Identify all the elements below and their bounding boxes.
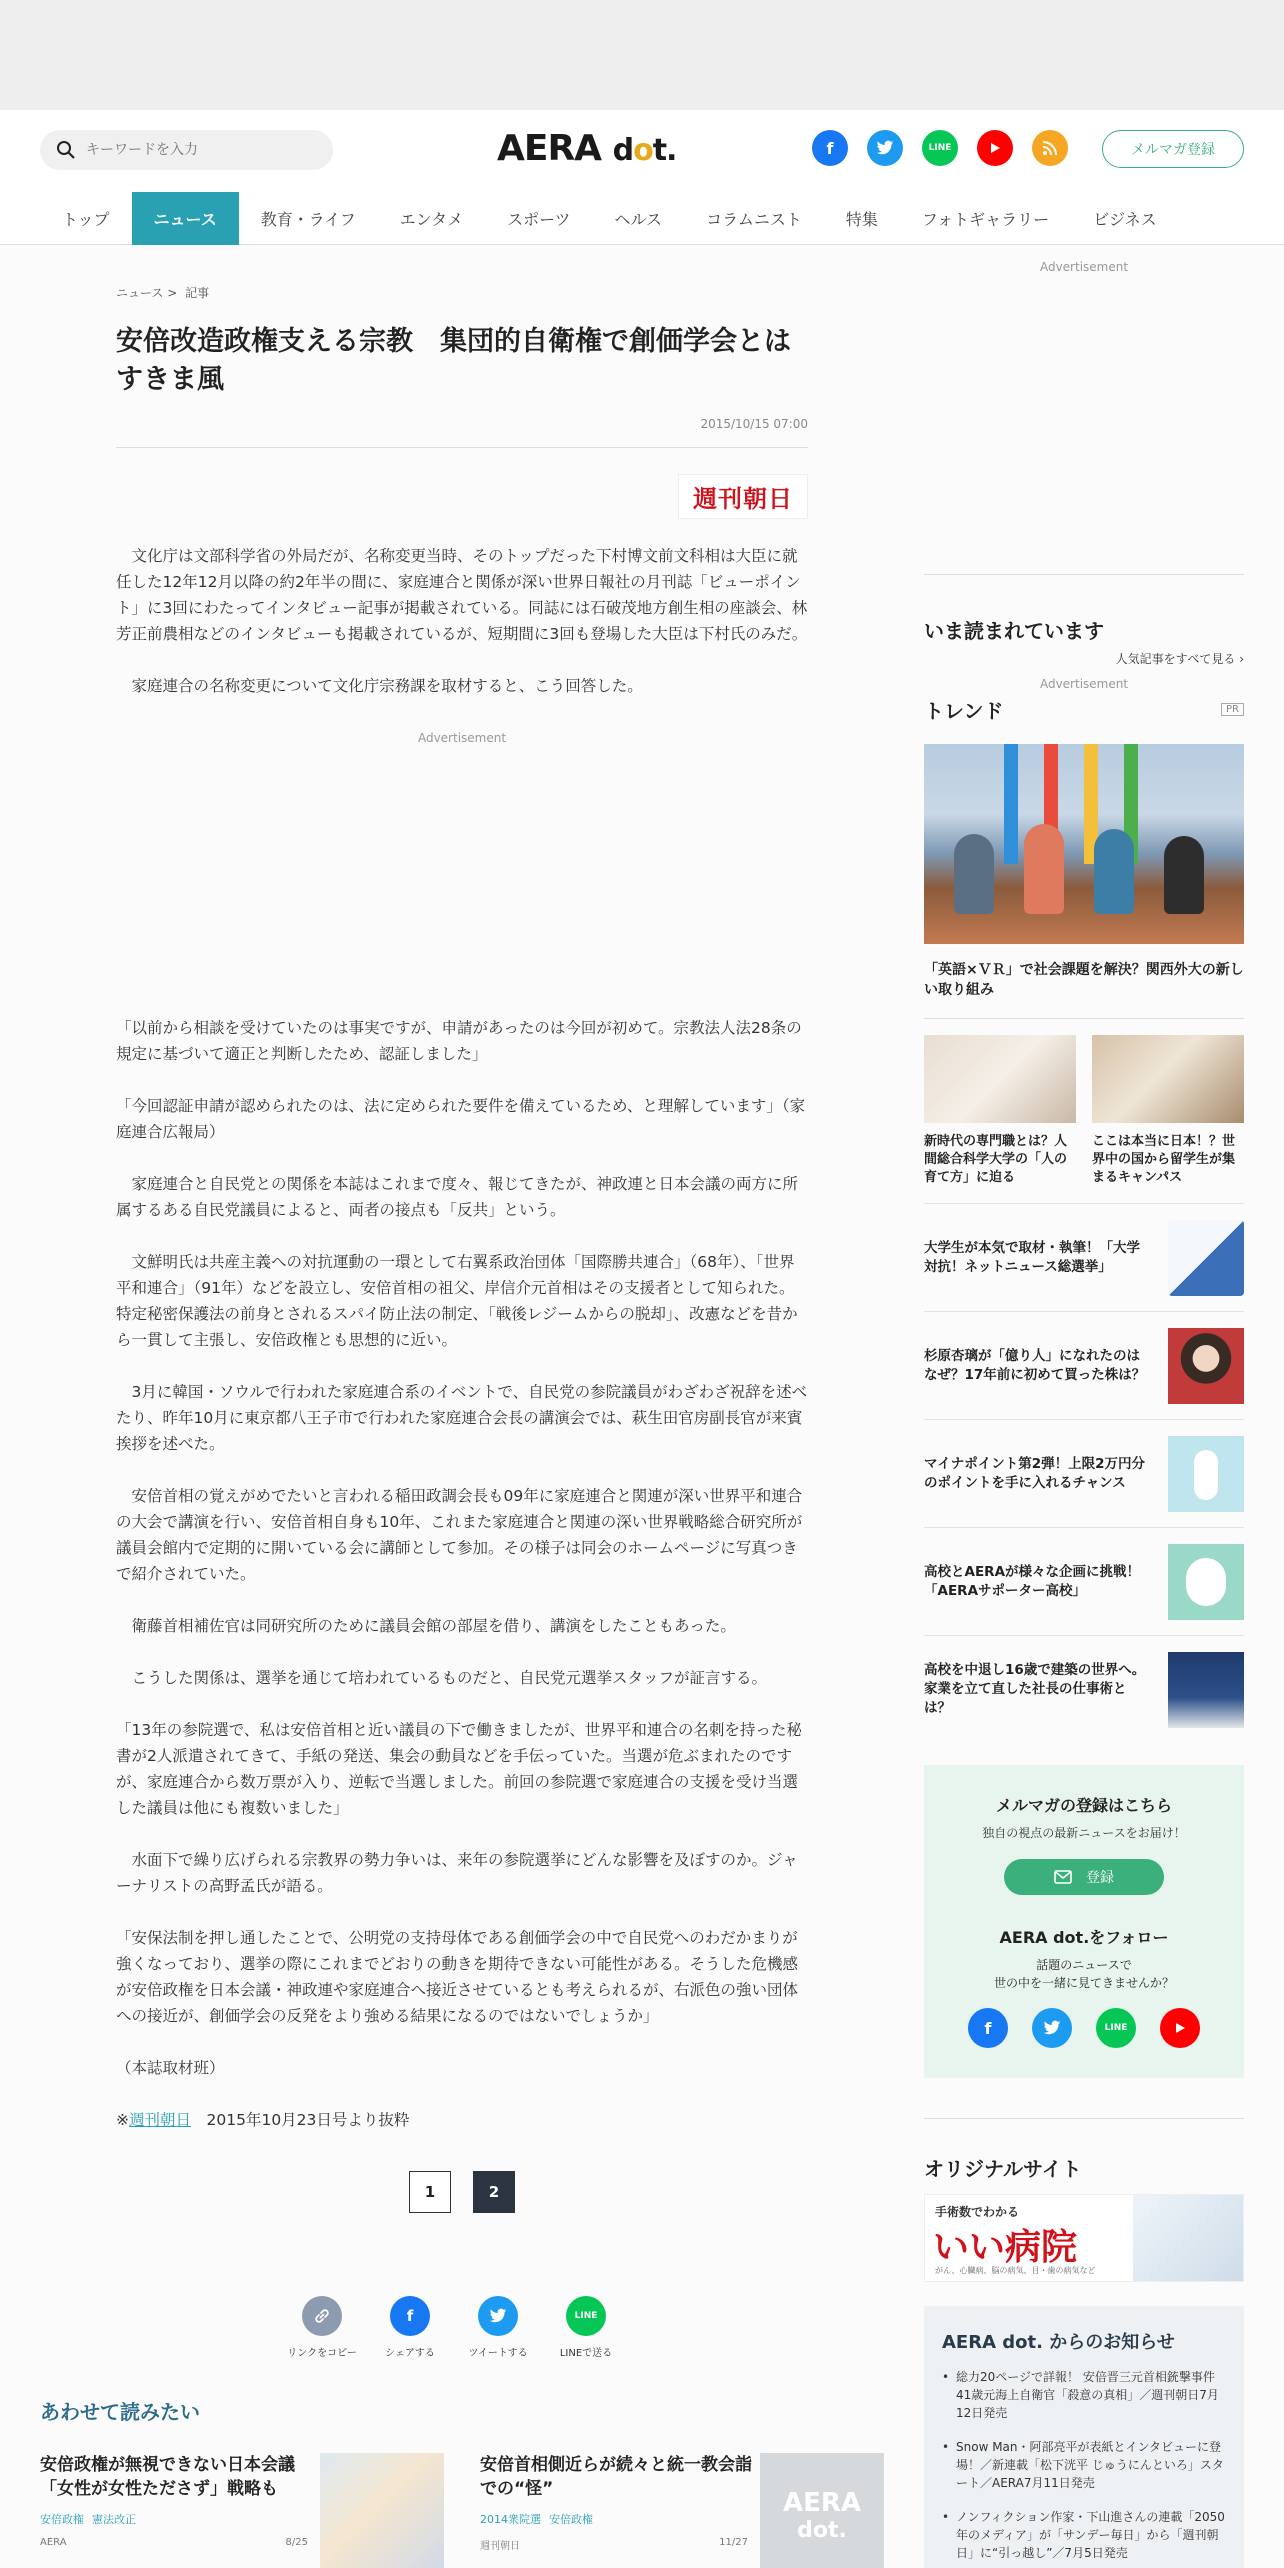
trend-thumbnail — [1168, 1436, 1244, 1512]
youtube-icon[interactable] — [977, 130, 1013, 166]
paragraph: 文鮮明氏は共産主義への対抗運動の一環として右翼系政治団体「国際勝共連合」（68年）、「世界平和連合」（91年）などを設立し、安倍首相の祖父、岸信介元首相はその支援者として知られた。特定秘密保護法の前身とされるスパイ防止法の制定、「戦後レジームからの脱却」、改憲などを昔から一貫して主張し、安倍政権とも思想的に近い。 — [116, 1253, 798, 1349]
paragraph: （本誌取材班） — [116, 2059, 225, 2077]
tab-education-life[interactable]: 教育・ライフ — [260, 210, 356, 229]
line-icon[interactable]: LINE — [1096, 2008, 1136, 2048]
paragraph: 「今回認証申請が認められたのは、法に定められた要件を備えているため、と理解しています」（家庭連合広報局） — [116, 1097, 806, 1141]
paragraph: 文化庁は文部科学省の外局だが、名称変更当時、そのトップだった下村博文前文科相は大臣に就任した12年12月以降の約2年半の間に、家庭連合と関係が深い世界日報社の月刊誌「ビューポイント」に3回にわたってインタビュー記事が掲載されている。同誌には石破茂地方創生相の座談会、林芳正前農相などのインタビューも掲載されているが、短期間に3回も登場した大臣は下村氏のみだ。 — [116, 547, 808, 643]
trend-item[interactable]: マイナポイント第2弾！上限2万円分のポイントを手に入れるチャンス — [924, 1419, 1244, 1527]
sidebar-ad-label: Advertisement — [1039, 677, 1129, 691]
mail-icon — [1054, 1870, 1072, 1884]
paragraph: 「安保法制を押し通したことで、公明党の支持母体である創価学会の中で自民党へのわだかまりが強くなっており、選挙の際にこれまでどおりの動きを期待できない可能性がある。そうした危機感が安倍政権を日本会議・神政連や家庭連合へ接近させているとも考えられるが、右派色の強い団体への接近が、創価学会の反発をより強める結果になるのではないでしょうか」 — [116, 1929, 799, 2025]
source-line: ※週刊朝日 2015年10月23日号より抜粋 — [116, 2111, 410, 2129]
ranking-title: いま読まれています — [924, 619, 1104, 643]
ii-byouin-banner[interactable]: 手術数でわかる いい病院 がん、心臓病、脳の病気、目・歯の病気など — [924, 2194, 1244, 2282]
tab-photo-gallery[interactable]: フォトギャラリー — [921, 210, 1050, 229]
sidebar — [924, 260, 1244, 2568]
trend-thumbnail — [1092, 1035, 1244, 1123]
paragraph: 安倍首相の覚えがめでたいと言われる稲田政調会長も09年に家庭連合と関連が深い世界平和連合の大会で講演を行い、安倍首相自身も10年、これまた家庭連合と関連の深い世界戦略総合研究所が議員会館内で定期的に開いている会に講師として参加。その様子は同会のホームページに写真つきで紹介されていた。 — [116, 1487, 803, 1583]
original-sites-title: オリジナルサイト — [924, 2157, 1082, 2181]
trend-item[interactable]: 杉原杏璃が「億り人」になれたのはなぜ？17年前に初めて買った株は？ — [924, 1311, 1244, 1419]
trend-item[interactable]: 高校を中退し16歳で建築の世界へ。家業を立て直した社長の仕事術とは？ — [924, 1635, 1244, 1743]
link-icon — [302, 2296, 342, 2336]
paragraph: 衛藤首相補佐官は同研究所のために議員会館の部屋を借り、講演をしたこともあった。 — [116, 1617, 736, 1635]
logo-aera: AERA — [497, 128, 602, 169]
trend-main-image — [924, 744, 1244, 944]
breadcrumb: ニュース > 記事 — [116, 286, 210, 300]
facebook-icon: f — [390, 2296, 430, 2336]
line-share-button[interactable]: LINE LINEで送る — [564, 2296, 608, 2359]
tab-business[interactable]: ビジネス — [1093, 210, 1157, 229]
trend-thumbnail — [1168, 1652, 1244, 1728]
article — [116, 284, 808, 2213]
facebook-share-button[interactable]: f シェアする — [388, 2296, 432, 2359]
breadcrumb-news[interactable]: ニュース — [116, 286, 164, 300]
pr-badge: PR — [1221, 703, 1244, 716]
paragraph: 家庭連合と自民党との関係を本誌はこれまで度々、報じてきたが、神政連と日本会議の両方に所属するある自民党議員によると、両者の接点も「反共」という。 — [116, 1175, 799, 1219]
line-icon[interactable]: LINE — [922, 130, 958, 166]
newsletter-register-button[interactable]: 登録 — [1004, 1859, 1164, 1895]
pagination — [116, 2171, 808, 2213]
trend-item[interactable]: 大学生が本気で取材・執筆！「大学対抗！ネットニュース総選挙」 — [924, 1203, 1244, 1311]
page-2-button[interactable]: 2 — [473, 2171, 515, 2213]
trend-thumbnail — [1168, 1328, 1244, 1404]
article-date: 2015/10/15 07:00 — [700, 417, 808, 431]
trend-thumbnail — [924, 1035, 1076, 1123]
ranking-more-link[interactable]: 人気記事をすべて見る › — [1115, 652, 1244, 666]
paragraph: 水面下で繰り広げられる宗教界の勢力争いは、来年の参院選挙にどんな影響を及ぼすのか。ジャーナリストの高野孟氏が語る。 — [116, 1851, 798, 1895]
trend-thumbnail — [1168, 1220, 1244, 1296]
paragraph: 家庭連合の名称変更について文化庁宗務課を取材すると、こう回答した。 — [116, 677, 643, 695]
source-link[interactable]: 週刊朝日 — [129, 2111, 192, 2129]
line-icon: LINE — [566, 2296, 606, 2336]
global-nav — [40, 192, 1179, 245]
facebook-icon[interactable]: f — [968, 2008, 1008, 2048]
share-bar — [287, 2296, 613, 2359]
article-title: 安倍改造政権支える宗教 集団的自衛権で創価学会とはすきま風 — [116, 326, 791, 395]
tab-entertainment[interactable]: エンタメ — [399, 210, 464, 229]
paragraph: 3月に韓国・ソウルで行われた家庭連合系のイベントで、自民党の参院議員がわざわざ祝辞を述べたり、昨年10月に東京都八王子市で行われた家庭連合会長の講演会では、萩生田官房副長官が来賓挨拶を述べた。 — [116, 1383, 808, 1453]
twitter-icon[interactable] — [867, 130, 903, 166]
tab-columnist[interactable]: コラムニスト — [706, 210, 802, 229]
mailmag-register-button[interactable]: メルマガ登録 — [1102, 130, 1244, 168]
tweet-button[interactable]: ツイートする — [476, 2296, 520, 2359]
inline-ad-slot — [116, 745, 808, 1015]
chevron-right-icon: › — [1239, 652, 1244, 666]
announcement-item[interactable]: • 総力20ページで詳報！ 安倍晋三元首相銃撃事件 41歳元海上自衛官「殺意の真相」／週刊朝日7月12日発売 — [942, 2368, 1226, 2422]
breadcrumb-article: 記事 — [185, 286, 210, 300]
trend-thumbnail — [1168, 1544, 1244, 1620]
site-logo[interactable] — [497, 128, 676, 169]
tab-news[interactable]: ニュース — [132, 192, 239, 245]
copy-link-button[interactable]: リンクをコピー — [300, 2296, 344, 2359]
search-icon — [56, 140, 76, 160]
logo-dot: dot. — [612, 133, 677, 168]
tab-top[interactable]: トップ — [62, 210, 110, 229]
inline-ad-label: Advertisement — [417, 731, 507, 745]
related-item[interactable]: 安倍政権が無視できない日本会議 「女性が女性たださず」戦略も 安倍政権 憲法改正 AERA 8/25 — [40, 2453, 444, 2568]
paragraph: 「13年の参院選で、私は安倍首相と近い議員の下で働きましたが、世界平和連合の名刺を持った秘書が2人派遣されてきて、手紙の発送、集会の動員などを手伝っていた。当選が危ぶまれたのですが、家庭連合から数万票が入り、逆転で当選しました。前回の参院選で家庭連合の支援を受け当選した議員は他にも複数いました」 — [116, 1721, 802, 1817]
related-item[interactable]: 安倍首相側近らが続々と統一教会詣での“怪” 2014衆院選 安倍政権 週刊朝日 11/27 AERA dot. — [480, 2453, 884, 2568]
facebook-icon[interactable]: f — [812, 130, 848, 166]
page-1-button[interactable]: 1 — [409, 2171, 451, 2213]
top-ad-band — [0, 0, 1284, 110]
paragraph: 「以前から相談を受けていたのは事実ですが、申請があったのは今回が初めて。宗教法人法28条の規定に基づいて適正と判断したため、認証しました」 — [116, 1019, 802, 1063]
related-thumbnail-placeholder: AERA dot. — [760, 2453, 884, 2568]
trend-item[interactable]: 高校とAERAが様々な企画に挑戦！「AERAサポーター高校」 — [924, 1527, 1244, 1635]
announcement-item[interactable]: • Snow Man・阿部亮平が表紙とインタビューに登場！／新連載「松下洸平 じゅうにんといろ」スタート／AERA7月11日発売 — [942, 2438, 1226, 2492]
youtube-icon[interactable] — [1160, 2008, 1200, 2048]
twitter-icon[interactable] — [1032, 2008, 1072, 2048]
search-input[interactable] — [86, 142, 306, 158]
site-header — [0, 110, 1284, 245]
paragraph: こうした関係は、選挙を通じて培われているものだと、自民党元選挙スタッフが証言する。 — [116, 1669, 768, 1687]
trend-item[interactable]: ここは本当に日本！？世界中の国から留学生が集まるキャンパス — [1092, 1035, 1244, 1187]
search-box[interactable] — [40, 130, 333, 170]
trend-header: トレンド PR — [924, 695, 1244, 724]
tab-sports[interactable]: スポーツ — [507, 210, 571, 229]
newsletter-box: メルマガの登録はこちら 独自の視点の最新ニュースをお届け！ 登録 AERA dot.をフォロー 話題のニュースで 世の中を一緒に見てきませんか？ f LINE — [924, 1765, 1244, 2078]
tab-feature[interactable]: 特集 — [845, 210, 878, 229]
twitter-icon — [478, 2296, 518, 2336]
title-divider — [116, 447, 808, 448]
article-body — [116, 543, 808, 2133]
rss-icon[interactable] — [1032, 130, 1068, 166]
trend-item[interactable]: 新時代の専門職とは？人間総合科学大学の「人の育て方」に迫る — [924, 1035, 1076, 1187]
related-heading: あわせて読みたい — [40, 2400, 200, 2424]
sidebar-ad-label: Advertisement — [1039, 260, 1129, 274]
magazine-badge: 週刊朝日 — [116, 474, 808, 519]
announcement-item[interactable]: • ノンフィクション作家・下山進さんの連載「2050年のメディア」が「サンデー毎日」から「週刊朝日」に“引っ越し”／7月5日発売 — [942, 2508, 1226, 2562]
announcements-box: AERA dot. からのお知らせ • 総力20ページで詳報！ 安倍晋三元首相銃撃事件 41歳元海上自衛官「殺意の真相」／週刊朝日7月12日発売 • Snow Man・阿部亮平が表紙とインタビューに登場！／新連載「松下洸平 じゅうにんといろ」スタート／AERA7月11日発売 • ノンフィクション作家・下山進さんの連載「2050年のメディア」が「サンデー毎日」から「週刊朝日」に“引っ越し”／7月5日発売 — [924, 2306, 1244, 2568]
related-articles — [40, 2396, 884, 2568]
trend-main-item[interactable]: 「英語×ＶＲ」で社会課題を解決？関西外大の新しい取り組み — [924, 744, 1244, 1000]
related-thumbnail — [320, 2453, 444, 2568]
tab-health[interactable]: ヘルス — [614, 210, 663, 229]
